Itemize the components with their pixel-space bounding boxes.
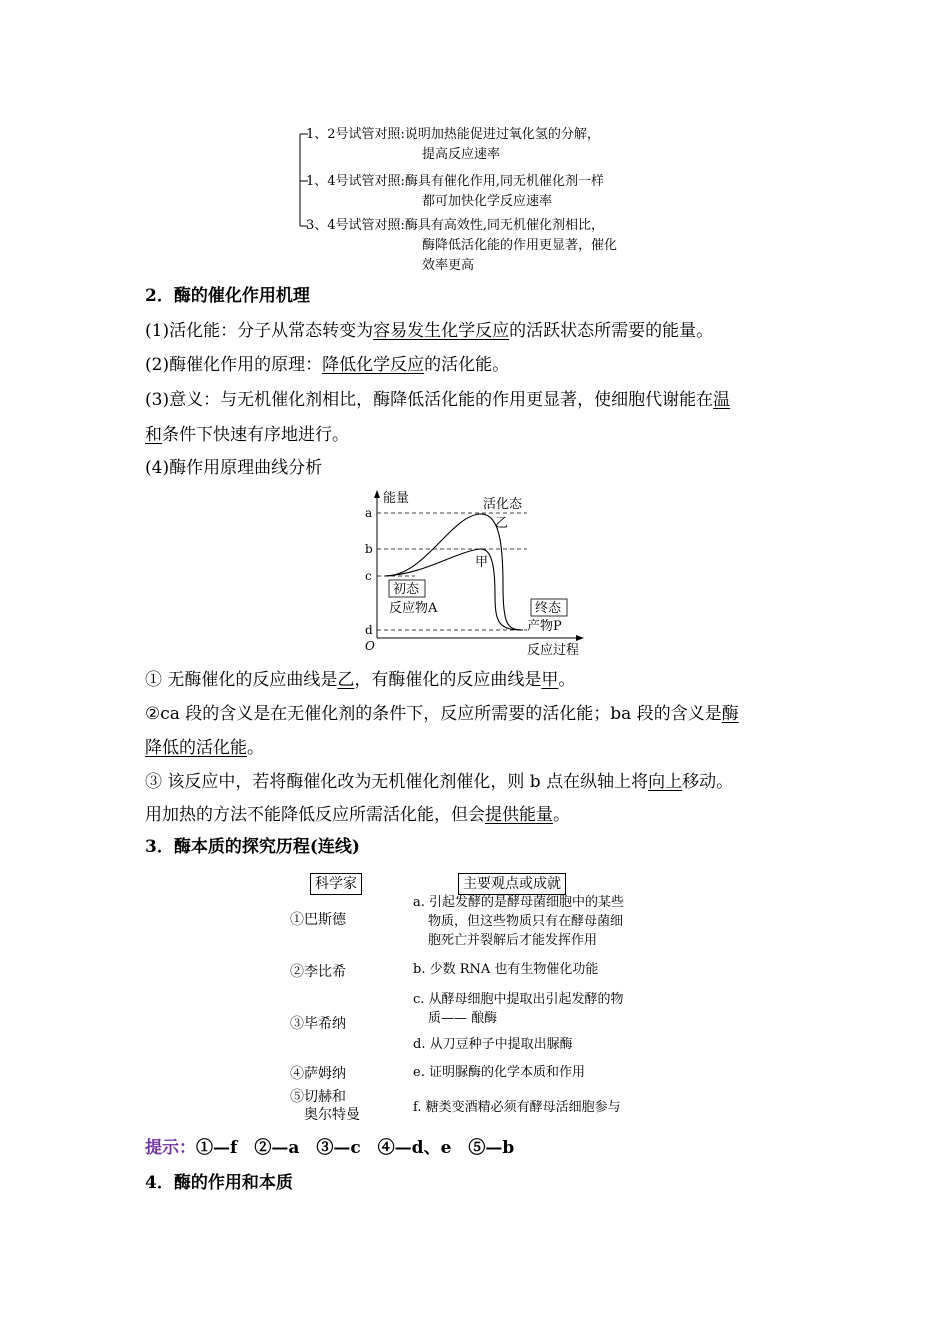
label-d: d: [365, 623, 373, 637]
scientist-5b: 奥尔特曼: [304, 1107, 360, 1123]
bracket-row1a: 1、2号试管对照:说明加热能促进过氧化氢的分解，: [306, 127, 600, 142]
label-active: 活化态: [483, 497, 523, 512]
label-yi: 乙: [495, 516, 509, 531]
col-scientist: 科学家: [310, 873, 362, 895]
graph-xlabel: 反应过程: [527, 643, 580, 658]
label-initial: 初态: [393, 582, 420, 597]
achievement-a2: 物质，但这些物质只有在酵母菌细: [428, 914, 624, 929]
bracket-row3a: 3、4号试管对照:酶具有高效性,同无机催化剂相比，: [306, 218, 605, 233]
section2-p2: (2)酶催化作用的原理：降低化学反应的活化能。: [145, 355, 510, 375]
section2-title: 2．酶的催化作用机理: [145, 286, 310, 306]
col-achievement: 主要观点或成就: [458, 873, 566, 895]
label-product: 产物P: [527, 619, 562, 634]
y-axis-arrow: [374, 490, 380, 498]
section2-p3-cont: 和条件下快速有序地进行。: [145, 425, 349, 445]
graph-ylabel: 能量: [383, 491, 410, 506]
section2-p3: (3)意义：与无机催化剂相比，酶降低活化能的作用更显著，使细胞代谢能在温: [145, 390, 731, 410]
label-origin: O: [365, 639, 375, 653]
section2-p4: (4)酶作用原理曲线分析: [145, 458, 323, 478]
bracket-row3b: 酶降低活化能的作用更显著，催化: [422, 238, 618, 253]
scientist-4: ④萨姆纳: [290, 1066, 346, 1082]
achievement-f: f. 糖类变酒精必须有酵母活细胞参与: [413, 1100, 621, 1115]
section4-title: 4．酶的作用和本质: [145, 1173, 293, 1193]
analysis-q4: 用加热的方法不能降低反应所需活化能，但会提供能量。: [145, 805, 570, 825]
label-jia: 甲: [475, 555, 489, 570]
label-reactant: 反应物A: [389, 601, 438, 616]
hint-label: 提示：: [145, 1138, 196, 1158]
label-b: b: [365, 542, 373, 556]
achievement-c1: c. 从酵母细胞中提取出引起发酵的物: [413, 992, 624, 1007]
analysis-q1: ① 无酶催化的反应曲线是乙，有酶催化的反应曲线是甲。: [145, 670, 576, 690]
scientist-1: ①巴斯德: [290, 912, 346, 928]
x-axis-arrow: [576, 635, 584, 641]
hint-line: [145, 1135, 514, 1161]
hint-answer: ①—f ②—a ③—c ④—d、e ⑤—b: [196, 1138, 515, 1158]
bracket-row2a: 1、4号试管对照:酶具有催化作用,同无机催化剂一样: [306, 174, 605, 189]
section2-p1: (1)活化能：分子从常态转变为容易发生化学反应的活跃状态所需要的能量。: [145, 321, 714, 341]
section3-title: 3．酶本质的探究历程(连线): [145, 837, 360, 857]
label-c: c: [365, 569, 372, 583]
achievement-e: e. 证明脲酶的化学本质和作用: [413, 1065, 585, 1080]
bracket-row2b: 都可加快化学反应速率: [422, 194, 553, 209]
analysis-q2: ②ca 段的含义是在无催化剂的条件下，反应所需要的活化能；ba 段的含义是酶: [145, 704, 739, 724]
achievement-d: d. 从刀豆种子中提取出脲酶: [413, 1037, 573, 1052]
scientist-2: ②李比希: [290, 964, 346, 980]
label-a: a: [365, 506, 373, 520]
analysis-q2-cont: 降低的活化能。: [145, 738, 264, 758]
achievement-a3: 胞死亡并裂解后才能发挥作用: [428, 933, 598, 948]
scientist-5a: ⑤切赫和: [290, 1089, 346, 1105]
bracket-row3c: 效率更高: [422, 258, 475, 273]
energy-graph: [355, 486, 600, 661]
achievement-a1: a. 引起发酵的是酵母菌细胞中的某些: [413, 895, 625, 910]
achievement-b: b. 少数 RNA 也有生物催化功能: [413, 962, 599, 977]
bracket-row1b: 提高反应速率: [422, 147, 501, 162]
analysis-q3: ③ 该反应中，若将酶催化改为无机催化剂催化，则 b 点在纵轴上将向上移动。: [145, 772, 734, 792]
label-final: 终态: [535, 601, 562, 616]
scientist-3: ③毕希纳: [290, 1016, 346, 1032]
achievement-c2: 质—— 酿酶: [428, 1011, 498, 1026]
